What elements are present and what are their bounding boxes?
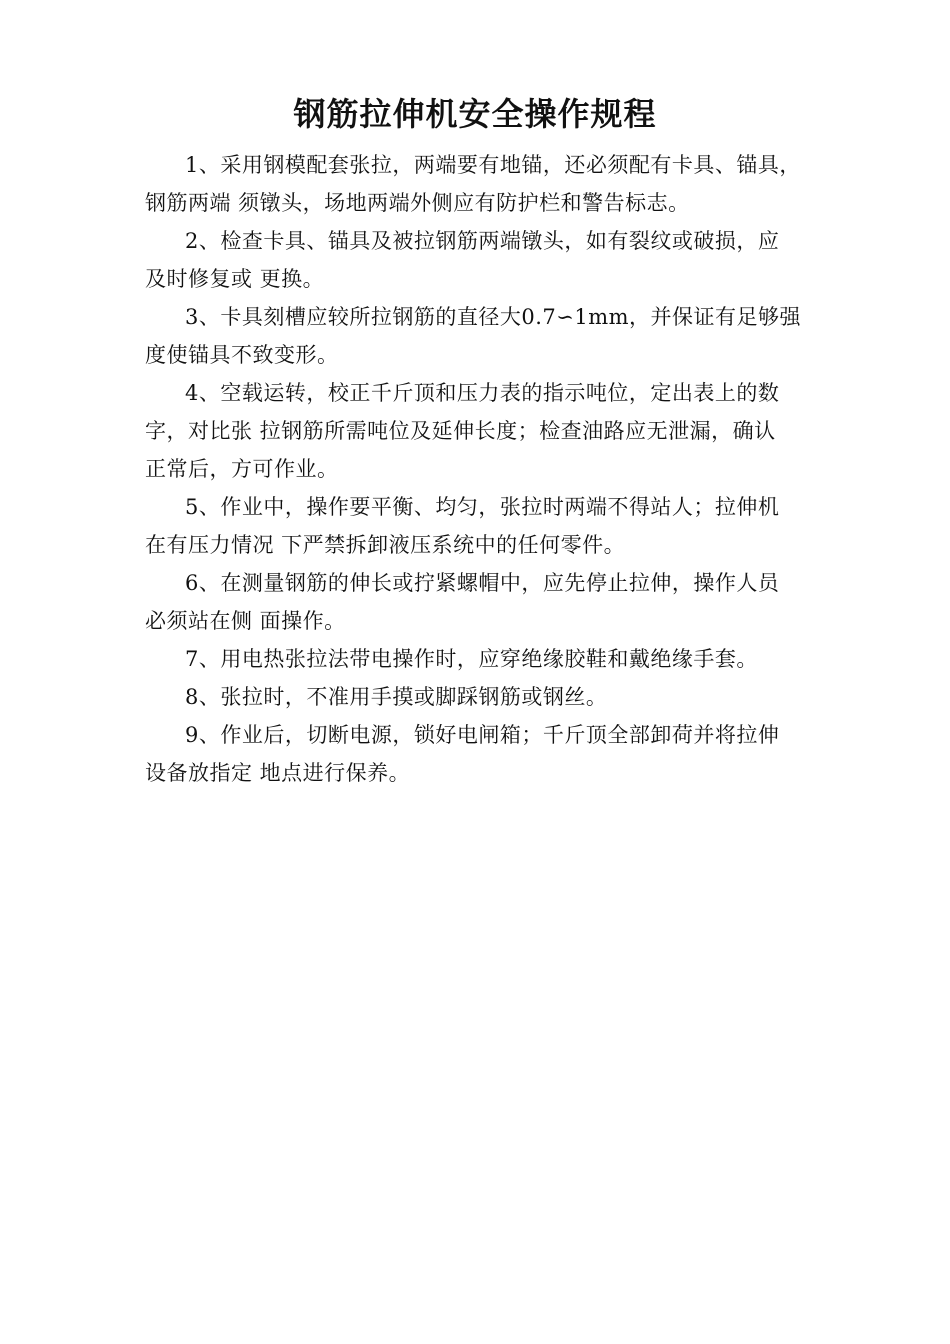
item-line: 7、用电热张拉法带电操作时，应穿绝缘胶鞋和戴绝缘手套。 [185, 647, 758, 671]
item-line: 4、空载运转，校正千斤顶和压力表的指示吨位，定出表上的数 [185, 381, 780, 405]
item-line: 3、卡具刻槽应较所拉钢筋的直径大0.7∽1mm，并保证有足够强 [185, 305, 802, 329]
list-item [145, 298, 810, 374]
item-line: 9、作业后，切断电源，锁好电闸箱；千斤顶全部卸荷并将拉伸 [185, 723, 780, 747]
item-line: 5、作业中，操作要平衡、均匀，张拉时两端不得站人；拉伸机 [185, 495, 780, 519]
list-item [145, 146, 810, 222]
item-line: 钢筋两端 须镦头，场地两端外侧应有防护栏和警告标志。 [145, 191, 690, 215]
item-line: 8、张拉时，不准用手摸或脚踩钢筋或钢丝。 [185, 685, 608, 709]
list-item [145, 222, 810, 298]
item-line: 设备放指定 地点进行保养。 [145, 761, 411, 785]
item-line: 字，对比张 拉钢筋所需吨位及延伸长度；检查油路应无泄漏，确认 [145, 419, 776, 443]
item-line: 必须站在侧 面操作。 [145, 609, 346, 633]
page-title: 钢筋拉伸机安全操作规程 [293, 95, 657, 133]
item-line: 正常后，方可作业。 [145, 457, 339, 481]
list-item [145, 678, 810, 716]
list-item [145, 640, 810, 678]
document-body [145, 146, 810, 792]
item-line: 及时修复或 更换。 [145, 267, 325, 291]
item-line: 6、在测量钢筋的伸长或拧紧螺帽中，应先停止拉伸，操作人员 [185, 571, 780, 595]
list-item [145, 374, 810, 488]
list-item [145, 716, 810, 792]
item-line: 2、检查卡具、锚具及被拉钢筋两端镦头，如有裂纹或破损，应 [185, 229, 780, 253]
item-line: 在有压力情况 下严禁拆卸液压系统中的任何零件。 [145, 533, 626, 557]
item-line: 1、采用钢模配套张拉，两端要有地锚，还必须配有卡具、锚具， [185, 153, 801, 177]
item-line: 度使锚具不致变形。 [145, 343, 339, 367]
list-item [145, 488, 810, 564]
list-item [145, 564, 810, 640]
